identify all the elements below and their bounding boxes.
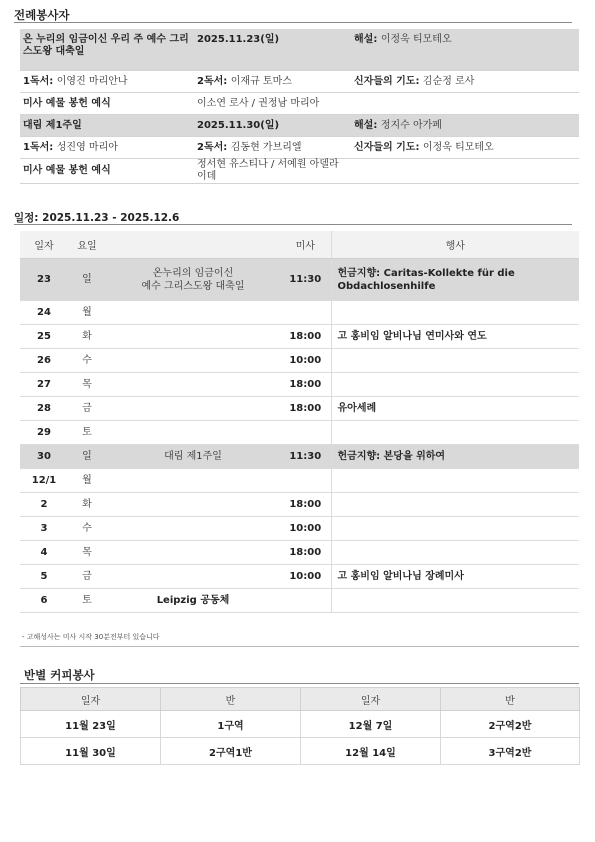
schedule-feast bbox=[106, 259, 280, 301]
coffee-group: 1구역 bbox=[161, 711, 301, 738]
schedule-day-text: 목 bbox=[82, 547, 92, 558]
schedule-day bbox=[68, 301, 106, 325]
schedule-day-text: 화 bbox=[82, 331, 92, 342]
schedule-event bbox=[331, 493, 579, 517]
schedule-event bbox=[331, 565, 579, 589]
schedule-row bbox=[20, 349, 579, 373]
schedule-mass bbox=[280, 565, 331, 589]
schedule-date bbox=[20, 445, 68, 469]
schedule-feast bbox=[106, 421, 280, 445]
coffee-header-group: 반 bbox=[161, 688, 301, 711]
schedule-mass bbox=[280, 349, 331, 373]
offering-label: 헌금지향: bbox=[337, 451, 384, 462]
servers-cell bbox=[20, 29, 194, 71]
schedule-date-text: 2 bbox=[40, 499, 48, 510]
servers-value: 김순정 로사 bbox=[422, 75, 475, 87]
coffee-row bbox=[21, 711, 580, 738]
schedule-row bbox=[20, 373, 579, 397]
event-text: 유아세례 bbox=[337, 403, 377, 414]
coffee-date: 12월 7일 bbox=[301, 711, 441, 738]
schedule-event bbox=[331, 301, 579, 325]
coffee-header-date: 일자 bbox=[301, 688, 441, 711]
servers-value: 이소연 로사 / 권정남 마리아 bbox=[197, 97, 320, 109]
schedule-day-text: 금 bbox=[82, 403, 92, 414]
schedule-event bbox=[331, 445, 579, 469]
schedule-mass-text: 18:00 bbox=[289, 403, 322, 414]
servers-cell bbox=[20, 159, 194, 184]
schedule-date bbox=[20, 373, 68, 397]
confession-note: - 고해성사는 미사 시작 30분전부터 있습니다 bbox=[22, 633, 160, 641]
schedule-day-text: 토 bbox=[82, 595, 92, 606]
servers-row bbox=[20, 137, 579, 159]
event-text: 고 홍비임 알비나님 연미사와 연도 bbox=[337, 331, 487, 342]
schedule-day bbox=[68, 373, 106, 397]
schedule-date bbox=[20, 325, 68, 349]
servers-value: 2025.11.30(일) bbox=[197, 119, 280, 131]
schedule-date-text: 6 bbox=[40, 595, 48, 606]
header-day: 요일 bbox=[68, 231, 106, 259]
schedule-event bbox=[331, 259, 579, 301]
schedule-date bbox=[20, 517, 68, 541]
servers-cell bbox=[20, 71, 194, 93]
header-date: 일자 bbox=[20, 231, 68, 259]
coffee-date: 12월 14일 bbox=[301, 738, 441, 765]
servers-cell bbox=[351, 137, 579, 159]
schedule-mass-text: 10:00 bbox=[289, 523, 322, 534]
schedule-mass bbox=[280, 373, 331, 397]
schedule-date-text: 27 bbox=[37, 379, 51, 390]
servers-label: 신자들의 기도: bbox=[354, 75, 423, 87]
schedule-header-row bbox=[20, 231, 579, 259]
servers-label: 신자들의 기도: bbox=[354, 141, 423, 153]
servers-label: 2독서: bbox=[197, 75, 231, 87]
schedule-mass-text: 10:00 bbox=[289, 571, 322, 582]
schedule-date bbox=[20, 301, 68, 325]
schedule-feast bbox=[106, 589, 280, 613]
event-text: Caritas-Kollekte für die Obdachlosenhilfe bbox=[337, 267, 515, 292]
schedule-row bbox=[20, 541, 579, 565]
servers-label: 2독서: bbox=[197, 141, 231, 153]
schedule-day bbox=[68, 493, 106, 517]
servers-value: 대림 제1주일 bbox=[23, 119, 82, 131]
schedule-row bbox=[20, 397, 579, 421]
schedule-feast-text: Leipzig 공동체 bbox=[156, 595, 230, 606]
schedule-date bbox=[20, 589, 68, 613]
schedule-row bbox=[20, 301, 579, 325]
schedule-day-text: 일 bbox=[82, 451, 92, 462]
servers-value: 성진영 마리아 bbox=[56, 141, 118, 153]
schedule-mass-text: 18:00 bbox=[289, 331, 322, 342]
schedule-day-text: 화 bbox=[82, 499, 92, 510]
schedule-date bbox=[20, 541, 68, 565]
schedule-row bbox=[20, 259, 579, 301]
schedule-event bbox=[331, 469, 579, 493]
schedule-row bbox=[20, 421, 579, 445]
schedule-feast bbox=[106, 325, 280, 349]
schedule-row bbox=[20, 469, 579, 493]
schedule-day bbox=[68, 469, 106, 493]
schedule-event bbox=[331, 517, 579, 541]
schedule-mass-text: 11:30 bbox=[289, 274, 322, 285]
schedule-feast bbox=[106, 397, 280, 421]
schedule-feast bbox=[106, 373, 280, 397]
schedule-day bbox=[68, 259, 106, 301]
coffee-header-date: 일자 bbox=[21, 688, 161, 711]
schedule-date-text: 12/1 bbox=[31, 475, 57, 486]
schedule-day-text: 월 bbox=[82, 475, 92, 486]
servers-cell bbox=[351, 93, 579, 115]
servers-cell bbox=[194, 159, 351, 184]
servers-value: 이정욱 티모테오 bbox=[380, 34, 452, 45]
schedule-event bbox=[331, 373, 579, 397]
header-event: 행사 bbox=[331, 231, 579, 259]
schedule-feast bbox=[106, 445, 280, 469]
servers-cell bbox=[20, 93, 194, 115]
schedule-date-text: 5 bbox=[40, 571, 48, 582]
schedule-event bbox=[331, 397, 579, 421]
schedule-mass bbox=[280, 517, 331, 541]
coffee-group: 2구역1반 bbox=[161, 738, 301, 765]
schedule-date bbox=[20, 565, 68, 589]
schedule-row bbox=[20, 565, 579, 589]
schedule-day bbox=[68, 589, 106, 613]
servers-title: 전례봉사자 bbox=[14, 8, 70, 22]
schedule-feast bbox=[106, 349, 280, 373]
schedule-mass bbox=[280, 541, 331, 565]
servers-value: 2025.11.23(일) bbox=[197, 34, 280, 45]
servers-row bbox=[20, 29, 579, 71]
schedule-feast-text: 대림 제1주일 bbox=[164, 451, 222, 462]
schedule-date bbox=[20, 397, 68, 421]
servers-value: 이정욱 티모테오 bbox=[422, 141, 494, 153]
schedule-date-text: 28 bbox=[37, 403, 51, 414]
schedule-mass bbox=[280, 421, 331, 445]
schedule-mass bbox=[280, 493, 331, 517]
schedule-mass bbox=[280, 301, 331, 325]
coffee-group: 3구역2반 bbox=[441, 738, 580, 765]
schedule-title-rule bbox=[14, 224, 572, 225]
schedule-mass-text: 18:00 bbox=[289, 499, 322, 510]
servers-label: 미사 예물 봉헌 예식 bbox=[23, 97, 111, 109]
schedule-date bbox=[20, 259, 68, 301]
servers-value: 정서현 유스티나 / 서예원 아델라이데 bbox=[197, 159, 339, 182]
servers-title-rule bbox=[14, 22, 572, 23]
schedule-date-text: 29 bbox=[37, 427, 51, 438]
schedule-feast bbox=[106, 469, 280, 493]
schedule-day bbox=[68, 325, 106, 349]
coffee-row bbox=[21, 738, 580, 765]
schedule-day bbox=[68, 565, 106, 589]
schedule-mass-text: 18:00 bbox=[289, 547, 322, 558]
schedule-feast bbox=[106, 517, 280, 541]
schedule-event bbox=[331, 349, 579, 373]
header-feast bbox=[106, 231, 280, 259]
schedule-day-text: 일 bbox=[82, 274, 92, 285]
servers-label: 해설: bbox=[354, 119, 381, 131]
servers-cell bbox=[351, 71, 579, 93]
servers-cell bbox=[194, 137, 351, 159]
servers-row bbox=[20, 71, 579, 93]
coffee-title: 반별 커피봉사 bbox=[24, 668, 95, 682]
event-text: 고 홍비임 알비나님 장례미사 bbox=[337, 571, 464, 582]
servers-row bbox=[20, 159, 579, 184]
event-text: 본당을 위하여 bbox=[383, 451, 446, 462]
servers-cell bbox=[194, 115, 351, 137]
coffee-group: 2구역2반 bbox=[441, 711, 580, 738]
schedule-date bbox=[20, 421, 68, 445]
coffee-header-group: 반 bbox=[441, 688, 580, 711]
schedule-day bbox=[68, 421, 106, 445]
schedule-mass-text: 18:00 bbox=[289, 379, 322, 390]
schedule-mass bbox=[280, 469, 331, 493]
schedule-event bbox=[331, 589, 579, 613]
servers-value: 온 누리의 임금이신 우리 주 예수 그리스도왕 대축일 bbox=[23, 34, 189, 57]
schedule-row bbox=[20, 517, 579, 541]
servers-cell bbox=[20, 137, 194, 159]
servers-row bbox=[20, 115, 579, 137]
schedule-day bbox=[68, 517, 106, 541]
servers-cell bbox=[351, 115, 579, 137]
servers-table bbox=[20, 29, 579, 184]
schedule-feast bbox=[106, 541, 280, 565]
schedule-row bbox=[20, 493, 579, 517]
schedule-mass-text: 10:00 bbox=[289, 355, 322, 366]
schedule-date-text: 30 bbox=[37, 451, 51, 462]
schedule-day bbox=[68, 445, 106, 469]
schedule-date-text: 3 bbox=[40, 523, 48, 534]
schedule-title: 일정: 2025.11.23 - 2025.12.6 bbox=[14, 212, 180, 224]
schedule-table bbox=[20, 231, 579, 613]
offering-label: 헌금지향: bbox=[337, 267, 384, 279]
servers-cell bbox=[351, 29, 579, 71]
schedule-mass bbox=[280, 589, 331, 613]
schedule-day bbox=[68, 541, 106, 565]
coffee-date: 11월 23일 bbox=[21, 711, 161, 738]
schedule-feast-text: 온누리의 임금이신 예수 그리스도왕 대축일 bbox=[141, 267, 245, 292]
schedule-day-text: 목 bbox=[82, 379, 92, 390]
coffee-date: 11월 30일 bbox=[21, 738, 161, 765]
schedule-date-text: 4 bbox=[40, 547, 48, 558]
schedule-date bbox=[20, 493, 68, 517]
servers-cell bbox=[351, 159, 579, 184]
servers-cell bbox=[20, 115, 194, 137]
schedule-date-text: 23 bbox=[37, 274, 51, 285]
schedule-row bbox=[20, 325, 579, 349]
schedule-day-text: 금 bbox=[82, 571, 92, 582]
schedule-date-text: 24 bbox=[37, 307, 51, 318]
schedule-mass-text: 11:30 bbox=[289, 451, 322, 462]
schedule-day bbox=[68, 397, 106, 421]
schedule-mass bbox=[280, 445, 331, 469]
schedule-feast bbox=[106, 493, 280, 517]
schedule-mass bbox=[280, 397, 331, 421]
coffee-table bbox=[20, 687, 580, 765]
servers-label: 1독서: bbox=[23, 141, 57, 153]
servers-label: 미사 예물 봉헌 예식 bbox=[23, 165, 111, 176]
schedule-day bbox=[68, 349, 106, 373]
header-mass: 미사 bbox=[280, 231, 331, 259]
servers-value: 이영진 마리안나 bbox=[56, 75, 128, 87]
servers-cell bbox=[194, 71, 351, 93]
schedule-day-text: 토 bbox=[82, 427, 92, 438]
schedule-date-text: 26 bbox=[37, 355, 51, 366]
servers-label: 1독서: bbox=[23, 75, 57, 87]
schedule-event bbox=[331, 541, 579, 565]
schedule-date bbox=[20, 349, 68, 373]
schedule-mass bbox=[280, 325, 331, 349]
servers-label: 해설: bbox=[354, 34, 381, 45]
servers-value: 정지수 아가페 bbox=[380, 119, 442, 131]
coffee-title-rule bbox=[20, 683, 579, 684]
schedule-event bbox=[331, 421, 579, 445]
note-rule bbox=[20, 646, 579, 647]
servers-cell bbox=[194, 93, 351, 115]
servers-value: 이재규 토마스 bbox=[230, 75, 292, 87]
schedule-feast bbox=[106, 565, 280, 589]
servers-row bbox=[20, 93, 579, 115]
schedule-feast bbox=[106, 301, 280, 325]
schedule-row bbox=[20, 445, 579, 469]
servers-value: 김동현 가브리엘 bbox=[230, 141, 302, 153]
schedule-day-text: 월 bbox=[82, 307, 92, 318]
schedule-row bbox=[20, 589, 579, 613]
schedule-date bbox=[20, 469, 68, 493]
schedule-day-text: 수 bbox=[82, 355, 92, 366]
schedule-event bbox=[331, 325, 579, 349]
servers-cell bbox=[194, 29, 351, 71]
coffee-header-row bbox=[21, 688, 580, 711]
schedule-date-text: 25 bbox=[37, 331, 51, 342]
schedule-day-text: 수 bbox=[82, 523, 92, 534]
schedule-mass bbox=[280, 259, 331, 301]
